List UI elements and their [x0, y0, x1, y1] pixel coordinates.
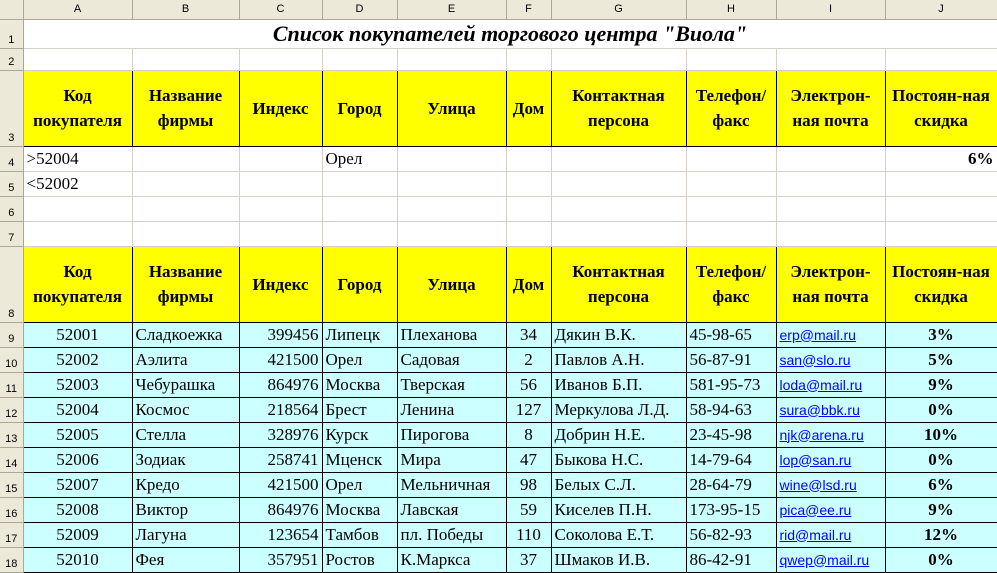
- cell[interactable]: [885, 196, 997, 221]
- column-header-f[interactable]: F: [506, 0, 551, 19]
- table-row: [0, 447, 997, 472]
- table-row: [0, 372, 997, 397]
- cell-house[interactable]: 98: [506, 472, 551, 497]
- cell-firm[interactable]: Чебурашка: [132, 372, 239, 397]
- cell-city[interactable]: Липецк: [322, 322, 397, 347]
- cell[interactable]: [132, 196, 239, 221]
- row-header[interactable]: 14: [0, 447, 23, 472]
- cell-email[interactable]: [776, 447, 885, 472]
- table-header-street[interactable]: Улица: [397, 246, 506, 322]
- email-link[interactable]: erp@mail.ru: [779, 326, 856, 343]
- column-header-a[interactable]: A: [23, 0, 132, 19]
- cell-discount[interactable]: 0%: [885, 547, 997, 572]
- cell-person[interactable]: Дякин В.К.: [551, 322, 686, 347]
- row-header[interactable]: 17: [0, 522, 23, 547]
- cell-email[interactable]: [776, 422, 885, 447]
- cell-code[interactable]: 52001: [23, 322, 132, 347]
- row-header[interactable]: 2: [0, 48, 23, 70]
- cell-code[interactable]: 52006: [23, 447, 132, 472]
- cell-house[interactable]: 56: [506, 372, 551, 397]
- cell-discount[interactable]: 3%: [885, 322, 997, 347]
- email-link[interactable]: san@slo.ru: [779, 351, 851, 368]
- cell-city[interactable]: Москва: [322, 372, 397, 397]
- cell-index[interactable]: 218564: [239, 397, 322, 422]
- cell-house[interactable]: 37: [506, 547, 551, 572]
- cell-index[interactable]: 357951: [239, 547, 322, 572]
- cell-index[interactable]: 421500: [239, 472, 322, 497]
- cell-phone[interactable]: 86-42-91: [686, 547, 776, 572]
- email-link[interactable]: rid@mail.ru: [779, 526, 852, 543]
- cell-house[interactable]: 47: [506, 447, 551, 472]
- cell-firm[interactable]: Фея: [132, 547, 239, 572]
- table-row: [0, 347, 997, 372]
- email-link[interactable]: pica@ee.ru: [779, 501, 852, 518]
- criteria-header-phone[interactable]: Телефон/ факс: [686, 70, 776, 146]
- cell-person[interactable]: Шмаков И.В.: [551, 547, 686, 572]
- cell-city[interactable]: Орел: [322, 347, 397, 372]
- row-header[interactable]: 18: [0, 547, 23, 572]
- cell[interactable]: [239, 48, 322, 70]
- cell-firm[interactable]: Космос: [132, 397, 239, 422]
- cell[interactable]: [506, 146, 551, 171]
- cell-email[interactable]: [776, 322, 885, 347]
- cell-code[interactable]: 52004: [23, 397, 132, 422]
- cell[interactable]: [506, 171, 551, 196]
- cell[interactable]: [551, 221, 686, 246]
- table-header-email[interactable]: Электрон-ная почта: [776, 246, 885, 322]
- cell[interactable]: [686, 171, 776, 196]
- cell-discount[interactable]: 10%: [885, 422, 997, 447]
- table-row: [0, 472, 997, 497]
- cell-index[interactable]: 123654: [239, 522, 322, 547]
- cell-email[interactable]: [776, 547, 885, 572]
- cell-discount[interactable]: 9%: [885, 372, 997, 397]
- criteria-header-discount[interactable]: Постоян-ная скидка: [885, 70, 997, 146]
- row-header[interactable]: 5: [0, 171, 23, 196]
- cell-discount[interactable]: 9%: [885, 497, 997, 522]
- cell[interactable]: [23, 48, 132, 70]
- cell-street[interactable]: К.Маркса: [397, 547, 506, 572]
- select-all-corner[interactable]: [0, 0, 23, 19]
- column-header-d[interactable]: D: [322, 0, 397, 19]
- cell[interactable]: [397, 171, 506, 196]
- cell-index[interactable]: 258741: [239, 447, 322, 472]
- table-header-firm[interactable]: Название фирмы: [132, 246, 239, 322]
- cell-discount[interactable]: 0%: [885, 447, 997, 472]
- cell[interactable]: [132, 48, 239, 70]
- cell-code[interactable]: 52005: [23, 422, 132, 447]
- column-header-h[interactable]: H: [686, 0, 776, 19]
- cell-phone[interactable]: 58-94-63: [686, 397, 776, 422]
- cell-discount[interactable]: 0%: [885, 397, 997, 422]
- criteria-city-cell[interactable]: Орел: [322, 146, 397, 171]
- cell[interactable]: [885, 171, 997, 196]
- criteria-header-person[interactable]: Контактная персона: [551, 70, 686, 146]
- cell[interactable]: [506, 221, 551, 246]
- cell[interactable]: [239, 146, 322, 171]
- cell-code[interactable]: 52007: [23, 472, 132, 497]
- cell-index[interactable]: 328976: [239, 422, 322, 447]
- email-link[interactable]: lop@san.ru: [779, 451, 852, 468]
- cell-email[interactable]: [776, 472, 885, 497]
- cell-street[interactable]: Мельничная: [397, 472, 506, 497]
- criteria-header-city[interactable]: Город: [322, 70, 397, 146]
- cell-firm[interactable]: Зодиак: [132, 447, 239, 472]
- row-header[interactable]: 11: [0, 372, 23, 397]
- criteria-header-email[interactable]: Электрон-ная почта: [776, 70, 885, 146]
- criteria-discount-cell[interactable]: 6%: [885, 146, 997, 171]
- cell[interactable]: [551, 196, 686, 221]
- cell[interactable]: [322, 196, 397, 221]
- row-header[interactable]: 8: [0, 246, 23, 322]
- cell-index[interactable]: 864976: [239, 497, 322, 522]
- cell-city[interactable]: Мценск: [322, 447, 397, 472]
- cell-house[interactable]: 110: [506, 522, 551, 547]
- cell[interactable]: [23, 221, 132, 246]
- cell-person[interactable]: Добрин Н.Е.: [551, 422, 686, 447]
- cell-city[interactable]: Москва: [322, 497, 397, 522]
- cell-street[interactable]: Ленина: [397, 397, 506, 422]
- cell-code[interactable]: 52010: [23, 547, 132, 572]
- cell-phone[interactable]: 581-95-73: [686, 372, 776, 397]
- row-header[interactable]: 1: [0, 19, 23, 48]
- cell-code[interactable]: 52009: [23, 522, 132, 547]
- column-header-c[interactable]: C: [239, 0, 322, 19]
- table-row: [0, 497, 997, 522]
- sheet-title[interactable]: Список покупателей торгового центра "Виола": [23, 19, 997, 48]
- cell[interactable]: [239, 196, 322, 221]
- cell[interactable]: [686, 221, 776, 246]
- table-header-house[interactable]: Дом: [506, 246, 551, 322]
- cell-city[interactable]: Тамбов: [322, 522, 397, 547]
- email-link[interactable]: njk@arena.ru: [779, 426, 864, 443]
- cell[interactable]: [776, 171, 885, 196]
- cell-phone[interactable]: 173-95-15: [686, 497, 776, 522]
- cell-person[interactable]: Павлов А.Н.: [551, 347, 686, 372]
- cell-house[interactable]: 8: [506, 422, 551, 447]
- criteria-header-code[interactable]: Код покупателя: [23, 70, 132, 146]
- sheet-row: [0, 171, 997, 196]
- cell-street[interactable]: Плеханова: [397, 322, 506, 347]
- sheet-row: [0, 19, 997, 48]
- column-header-g[interactable]: G: [551, 0, 686, 19]
- cell[interactable]: [551, 146, 686, 171]
- table-row: [0, 522, 997, 547]
- cell-street[interactable]: пл. Победы: [397, 522, 506, 547]
- cell-email[interactable]: [776, 497, 885, 522]
- cell-city[interactable]: Брест: [322, 397, 397, 422]
- criteria-header-index[interactable]: Индекс: [239, 70, 322, 146]
- cell-house[interactable]: 127: [506, 397, 551, 422]
- column-header-row: [0, 0, 997, 19]
- sheet-row: [0, 221, 997, 246]
- cell-index[interactable]: 421500: [239, 347, 322, 372]
- cell-person[interactable]: Быкова Н.С.: [551, 447, 686, 472]
- table-header-city[interactable]: Город: [322, 246, 397, 322]
- row-header[interactable]: 15: [0, 472, 23, 497]
- table-row: [0, 322, 997, 347]
- cell[interactable]: [776, 196, 885, 221]
- column-header-b[interactable]: B: [132, 0, 239, 19]
- row-header[interactable]: 10: [0, 347, 23, 372]
- cell-index[interactable]: 399456: [239, 322, 322, 347]
- cell-city[interactable]: Орел: [322, 472, 397, 497]
- criteria-code-cell[interactable]: <52002: [23, 171, 132, 196]
- cell-house[interactable]: 2: [506, 347, 551, 372]
- cell-email[interactable]: [776, 522, 885, 547]
- cell-street[interactable]: Тверская: [397, 372, 506, 397]
- cell-street[interactable]: Лавская: [397, 497, 506, 522]
- column-header-i[interactable]: I: [776, 0, 885, 19]
- table-header-discount[interactable]: Постоян-ная скидка: [885, 246, 997, 322]
- cell[interactable]: [239, 221, 322, 246]
- cell[interactable]: [132, 221, 239, 246]
- sheet-row: [0, 196, 997, 221]
- sheet-row: [0, 146, 997, 171]
- cell[interactable]: [322, 48, 397, 70]
- row-header[interactable]: 4: [0, 146, 23, 171]
- cell-code[interactable]: 52008: [23, 497, 132, 522]
- cell-person[interactable]: Соколова Е.Т.: [551, 522, 686, 547]
- email-link[interactable]: qwep@mail.ru: [779, 551, 870, 568]
- email-link[interactable]: wine@lsd.ru: [779, 476, 857, 493]
- cell-discount[interactable]: 5%: [885, 347, 997, 372]
- cell[interactable]: [322, 171, 397, 196]
- cell-street[interactable]: Мира: [397, 447, 506, 472]
- cell[interactable]: [132, 146, 239, 171]
- cell[interactable]: [397, 221, 506, 246]
- cell[interactable]: [885, 221, 997, 246]
- cell-city[interactable]: Ростов: [322, 547, 397, 572]
- table-row: [0, 397, 997, 422]
- cell-discount[interactable]: 12%: [885, 522, 997, 547]
- row-header[interactable]: 9: [0, 322, 23, 347]
- table-row: [0, 547, 997, 572]
- cell[interactable]: [132, 171, 239, 196]
- cell-firm[interactable]: Виктор: [132, 497, 239, 522]
- column-header-e[interactable]: E: [397, 0, 506, 19]
- cell-phone[interactable]: 28-64-79: [686, 472, 776, 497]
- email-link[interactable]: loda@mail.ru: [779, 376, 863, 393]
- criteria-header-firm[interactable]: Название фирмы: [132, 70, 239, 146]
- cell-phone[interactable]: 23-45-98: [686, 422, 776, 447]
- sheet-row: [0, 70, 997, 146]
- cell-street[interactable]: Садовая: [397, 347, 506, 372]
- cell[interactable]: [239, 171, 322, 196]
- cell-house[interactable]: 34: [506, 322, 551, 347]
- row-header[interactable]: 7: [0, 221, 23, 246]
- cell[interactable]: [397, 48, 506, 70]
- cell-firm[interactable]: Лагуна: [132, 522, 239, 547]
- cell-person[interactable]: Белых С.Л.: [551, 472, 686, 497]
- cell-person[interactable]: Иванов Б.П.: [551, 372, 686, 397]
- cell-phone[interactable]: 45-98-65: [686, 322, 776, 347]
- row-header[interactable]: 3: [0, 70, 23, 146]
- cell[interactable]: [551, 171, 686, 196]
- cell[interactable]: [506, 48, 551, 70]
- cell[interactable]: [397, 196, 506, 221]
- cell-email[interactable]: [776, 347, 885, 372]
- sheet-row: [0, 48, 997, 70]
- cell[interactable]: [776, 221, 885, 246]
- row-header[interactable]: 12: [0, 397, 23, 422]
- cell[interactable]: [885, 48, 997, 70]
- criteria-header-street[interactable]: Улица: [397, 70, 506, 146]
- cell[interactable]: [776, 48, 885, 70]
- sheet-row: [0, 246, 997, 322]
- table-header-phone[interactable]: Телефон/ факс: [686, 246, 776, 322]
- row-header[interactable]: 6: [0, 196, 23, 221]
- cell-email[interactable]: [776, 372, 885, 397]
- table-header-person[interactable]: Контактная персона: [551, 246, 686, 322]
- cell[interactable]: [776, 146, 885, 171]
- cell-firm[interactable]: Сладкоежка: [132, 322, 239, 347]
- cell-phone[interactable]: 56-82-93: [686, 522, 776, 547]
- row-header[interactable]: 16: [0, 497, 23, 522]
- cell[interactable]: [551, 48, 686, 70]
- cell-index[interactable]: 864976: [239, 372, 322, 397]
- criteria-header-house[interactable]: Дом: [506, 70, 551, 146]
- email-link[interactable]: sura@bbk.ru: [779, 401, 860, 418]
- cell-street[interactable]: Пирогова: [397, 422, 506, 447]
- cell-house[interactable]: 59: [506, 497, 551, 522]
- cell[interactable]: [686, 196, 776, 221]
- cell-person[interactable]: Киселев П.Н.: [551, 497, 686, 522]
- cell-firm[interactable]: Аэлита: [132, 347, 239, 372]
- cell-code[interactable]: 52002: [23, 347, 132, 372]
- cell[interactable]: [322, 221, 397, 246]
- cell-city[interactable]: Курск: [322, 422, 397, 447]
- cell[interactable]: [23, 196, 132, 221]
- table-header-index[interactable]: Индекс: [239, 246, 322, 322]
- column-header-j[interactable]: J: [885, 0, 997, 19]
- table-row: [0, 422, 997, 447]
- cell-discount[interactable]: 6%: [885, 472, 997, 497]
- cell-firm[interactable]: Кредо: [132, 472, 239, 497]
- cell[interactable]: [686, 48, 776, 70]
- cell-firm[interactable]: Стелла: [132, 422, 239, 447]
- cell-email[interactable]: [776, 397, 885, 422]
- cell[interactable]: [397, 146, 506, 171]
- cell-code[interactable]: 52003: [23, 372, 132, 397]
- cell-phone[interactable]: 56-87-91: [686, 347, 776, 372]
- row-header[interactable]: 13: [0, 422, 23, 447]
- criteria-code-cell[interactable]: >52004: [23, 146, 132, 171]
- cell-phone[interactable]: 14-79-64: [686, 447, 776, 472]
- cell[interactable]: [686, 146, 776, 171]
- cell[interactable]: [506, 196, 551, 221]
- table-header-code[interactable]: Код покупателя: [23, 246, 132, 322]
- cell-person[interactable]: Меркулова Л.Д.: [551, 397, 686, 422]
